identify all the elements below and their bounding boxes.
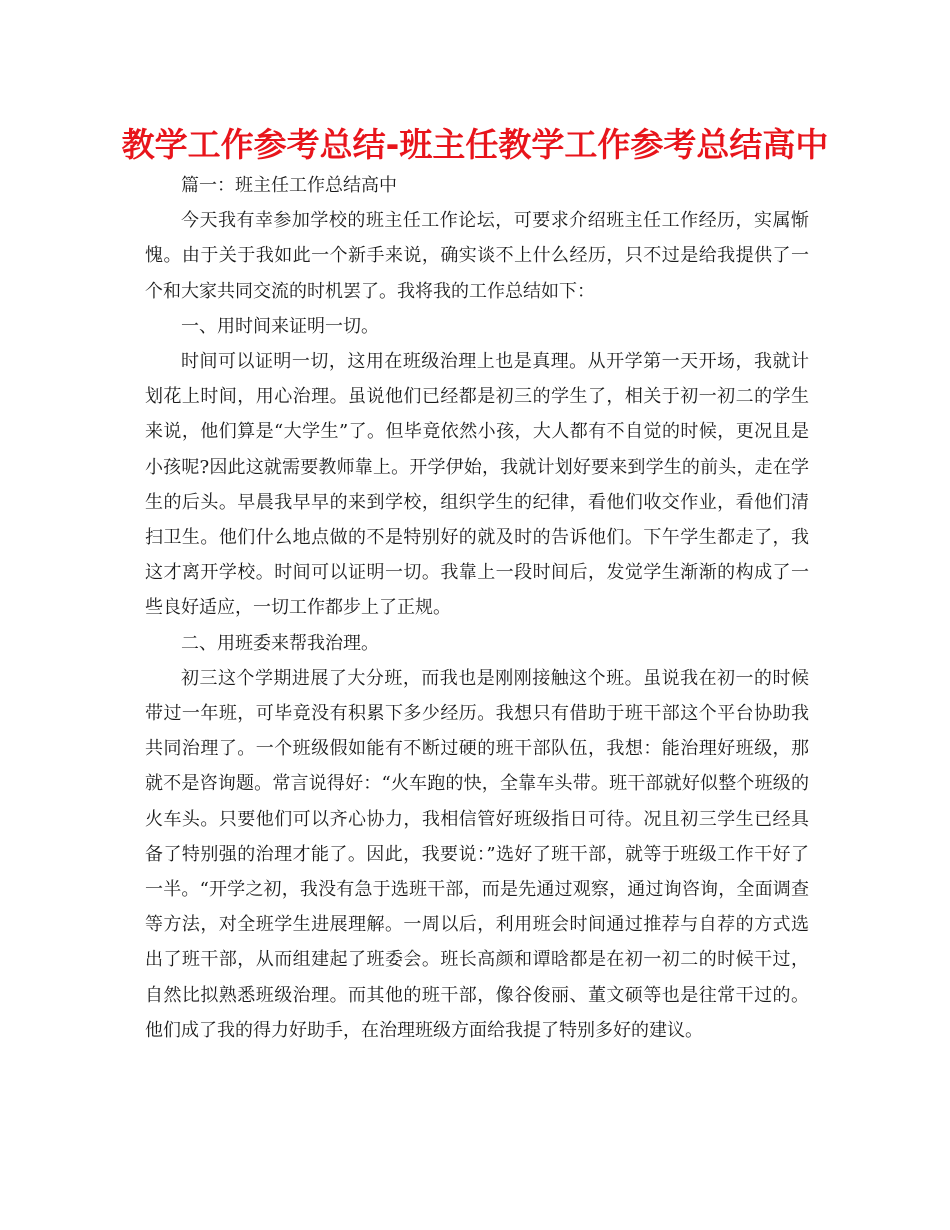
intro-paragraph: 今天我有幸参加学校的班主任工作论坛，可要求介绍班主任工作经历，实属惭愧。由于关于我如此一个新手来说，确实谈不上什么经历，只不过是给我提供了一个和大家共同交流的时机罢了。我将我的工作总结如下：	[145, 210, 809, 302]
document-body	[145, 168, 809, 1048]
section-heading-one: 一、用时间来证明一切。	[181, 315, 379, 337]
section-two-paragraph: 初三这个学期进展了大分班，而我也是刚刚接触这个班。虽说我在初一的时候带过一年班，可毕竟没有积累下多少经历。我想只有借助于班干部这个平台协助我共同治理了。一个班级假如能有不断过硬的班干部队伍，我想：能治理好班级，那就不是咨询题。常言说得好：“火车跑的快，全靠车头带。班干部就好似整个班级的火车头。只要他们可以齐心协力，我相信管好班级指日可待。况且初三学生已经具备了特别强的治理才能了。因此，我要说：”选好了班干部，就等于班级工作干好了一半。“开学之初，我没有急于选班干部，而是先通过观察，通过询咨询，全面调查等方法，对全班学生进展理解。一周以后，利用班会时间通过推荐与自荐的方式选出了班干部，从而组建起了班委会。班长高颜和谭晗都是在初一初二的时候干过，自然比拟熟悉班级治理。而其他的班干部，像谷俊丽、董文硕等也是往常干过的。他们成了我的得力好助手，在治理班级方面给我提了特别多好的建议。	[145, 667, 809, 1041]
section-one-paragraph: 时间可以证明一切，这用在班级治理上也是真理。从开学第一天开场，我就计划花上时间，用心治理。虽说他们已经都是初三的学生了，相关于初一初二的学生来说，他们算是“大学生”了。但毕竟依然小孩，大人都有不自觉的时候，更况且是小孩呢?因此这就需要教师靠上。开学伊始，我就计划好要来到学生的前头，走在学生的后头。早晨我早早的来到学校，组织学生的纪律，看他们收交作业，看他们清扫卫生。他们什么地点做的不是特别好的就及时的告诉他们。下午学生都走了，我这才离开学校。时间可以证明一切。我靠上一段时间后，发觉学生渐渐的构成了一些良好适应，一切工作都步上了正规。	[145, 351, 809, 619]
section-heading-part-one: 篇一：班主任工作总结高中	[181, 175, 397, 196]
section-heading-two: 二、用班委来帮我治理。	[181, 632, 379, 654]
document-title: 教学工作参考总结-班主任教学工作参考总结高中	[121, 125, 829, 164]
